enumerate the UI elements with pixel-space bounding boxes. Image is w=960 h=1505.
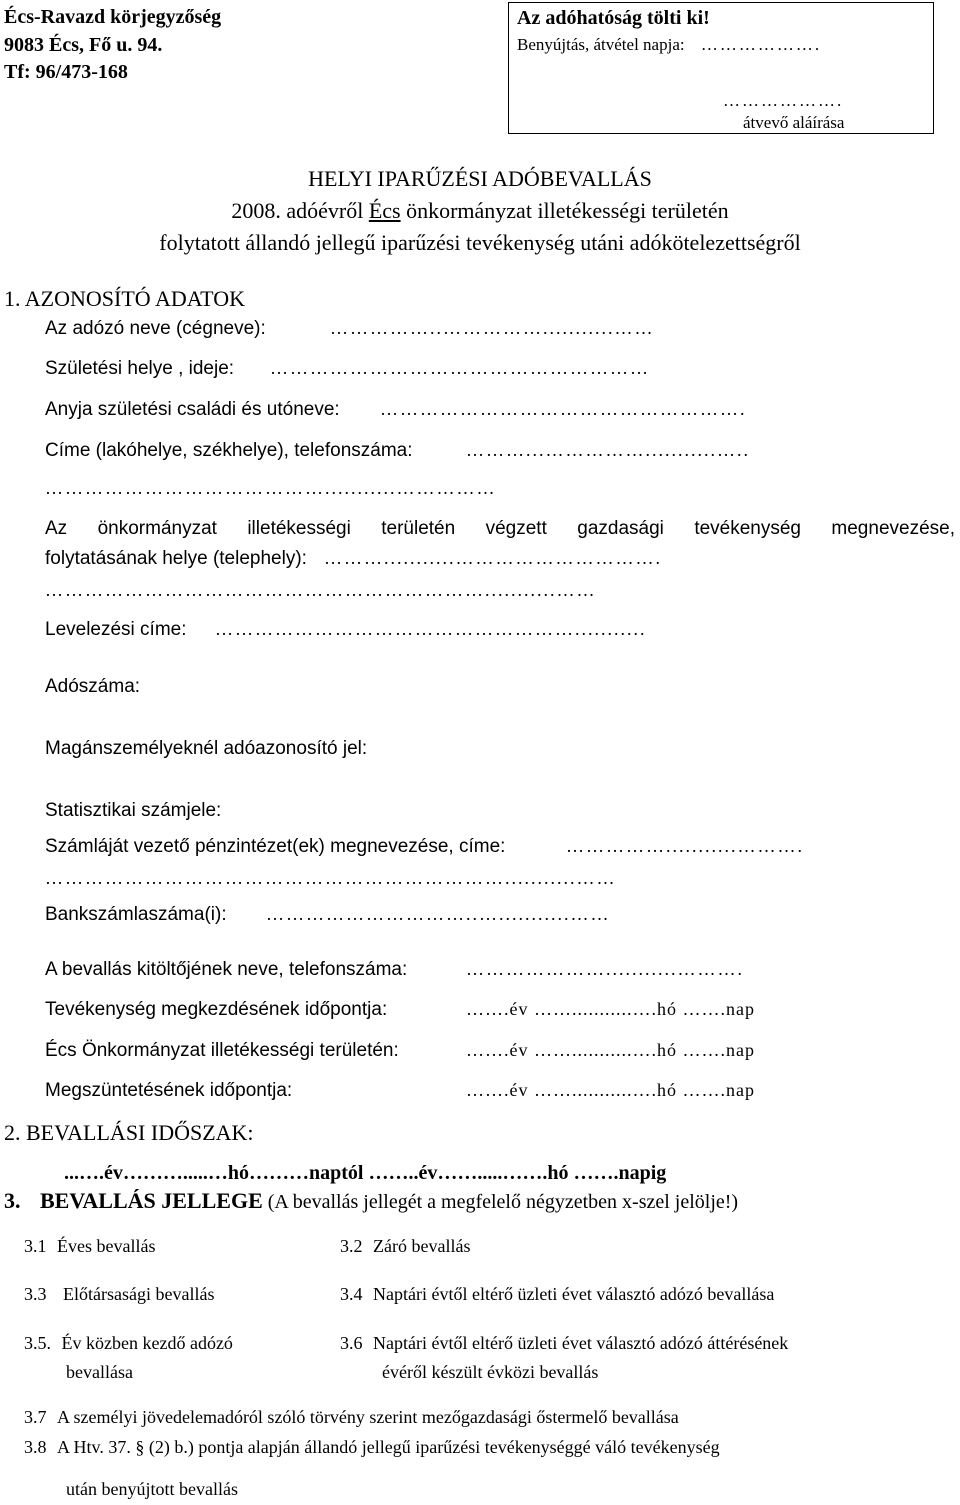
submission-date-label: Benyújtás, átvétel napja: [517,35,685,54]
authority-box [508,2,934,134]
option-3-6-line2: évéről készült évközi bevallás [382,1362,599,1382]
form-title: HELYI IPARŰZÉSI ADÓBEVALLÁS [308,166,652,191]
section2-heading: 2. BEVALLÁSI IDŐSZAK: [4,1120,254,1145]
period-field[interactable]: ...….év……….....…hó………naptól ……..év…….....…….hó …….napig [64,1162,667,1184]
end-date-label: Megszüntetésének időpontja: [45,1080,293,1101]
bank-account-label: Bankszámlaszáma(i): [45,904,227,925]
bank-account-field[interactable]: …………………………..…...........…… [266,904,611,924]
option-3-4[interactable]: 3.4 Naptári évtől eltérő üzleti évet választó adózó bevallása [340,1284,775,1304]
statistical-code-label: Statisztikai számjele: [45,800,222,821]
activity-text: Az önkormányzat illetékességi területén végzett gazdasági tevékenység megnevezése, [45,518,955,539]
activity-text-line2: folytatásának helye (telephely): [45,548,307,569]
end-date-field[interactable]: …….év ……...........….hó …….nap [466,1080,755,1100]
ecs-area-label: Écs Önkormányzat illetékességi területén: [45,1040,399,1061]
section1-heading: 1. AZONOSÍTÓ ADATOK [4,286,245,311]
option-3-1[interactable]: 3.1 Éves bevallás [24,1236,156,1256]
filler-label: A bevallás kitöltőjének neve, telefonszáma: [45,959,408,980]
birth-label: Születési helye , ideje: [45,358,235,379]
bank-field-line2[interactable]: ……………………………………………………………...........…… [45,868,617,888]
option-3-8[interactable]: 3.8 A Htv. 37. § (2) b.) pontja alapján állandó jellegű iparűzési tevékenységgé váló tevékenység [24,1437,720,1457]
start-date-field[interactable]: …….év ……...........….hó …….nap [466,999,755,1019]
bank-field[interactable]: ……………...........………. [566,836,804,856]
submission-date-row [517,35,821,55]
signature-dots[interactable]: ………………. [723,91,844,110]
option-3-5-line2: bevallása [66,1362,133,1382]
mailing-address-field[interactable]: ………………………………………………........... [215,619,647,639]
option-3-7[interactable]: 3.7 A személyi jövedelemadóról szóló törvény szerint mezőgazdasági őstermelő bevallása [24,1407,679,1427]
office-name: Écs-Ravazd körjegyzőség [4,6,222,28]
address-field-line2[interactable]: ……………………………………...........…………… [45,478,497,498]
option-3-5[interactable]: 3.5. Év közben kezdő adózó [24,1333,233,1353]
birth-field[interactable]: ………………………………………………… [270,358,650,378]
activity-field-line2[interactable]: …………………………………………………………...........…… [45,580,597,600]
office-address: 9083 Écs, Fő u. 94. [4,34,163,56]
address-label: Címe (lakóhelye, székhelye), telefonszáma: [45,440,413,461]
ecs-area-date-field[interactable]: …….év ……...........….hó …….nap [466,1040,755,1060]
activity-field[interactable]: ………...........…………………………. [324,548,662,568]
tax-number-label: Adószáma: [45,676,141,697]
option-3-8-line2: után benyújtott bevallás [66,1479,238,1499]
place-name: Écs [368,198,401,223]
office-phone: Tf: 96/473-168 [4,61,128,83]
section3-heading: 3. BEVALLÁS JELLEGE (A bevallás jellegét a megfelelő négyzetben x-szel jelölje!) [4,1188,739,1213]
personal-tax-id-label: Magánszemélyeknél adóazonosító jel: [45,738,368,759]
option-3-2[interactable]: 3.2 Záró bevallás [340,1236,471,1256]
taxpayer-name-field[interactable]: ……………..……………...........…… [330,318,655,338]
start-date-label: Tevékenység megkezdésének időpontja: [45,999,388,1020]
taxpayer-name-label: Az adózó neve (cégneve): [45,318,266,339]
mailing-address-label: Levelezési címe: [45,619,187,640]
form-subtitle-line2: folytatott állandó jellegű iparűzési tevékenység utáni adókötelezettségről [159,230,801,255]
submission-date-dots[interactable]: ………………. [700,35,822,54]
address-field[interactable]: ………...……………...........….. [466,440,750,460]
authority-box-title: Az adóhatóság tölti ki! [517,7,710,29]
bank-label: Számláját vezető pénzintézet(ek) megnevezése, címe: [45,836,506,857]
signature-label: átvevő aláírása [743,113,845,132]
mother-name-label: Anyja születési családi és utóneve: [45,399,340,420]
option-3-6[interactable]: 3.6 Naptári évtől eltérő üzleti évet választó adózó áttérésének [340,1333,789,1353]
form-subtitle-line1: 2008. adóévről Écs önkormányzat illetékességi területén [231,198,729,223]
filler-field[interactable]: …………………...........………. [466,959,744,979]
mother-name-field[interactable]: ………………………………………………. [380,399,747,419]
option-3-3[interactable]: 3.3 Előtársasági bevallás [24,1284,215,1304]
